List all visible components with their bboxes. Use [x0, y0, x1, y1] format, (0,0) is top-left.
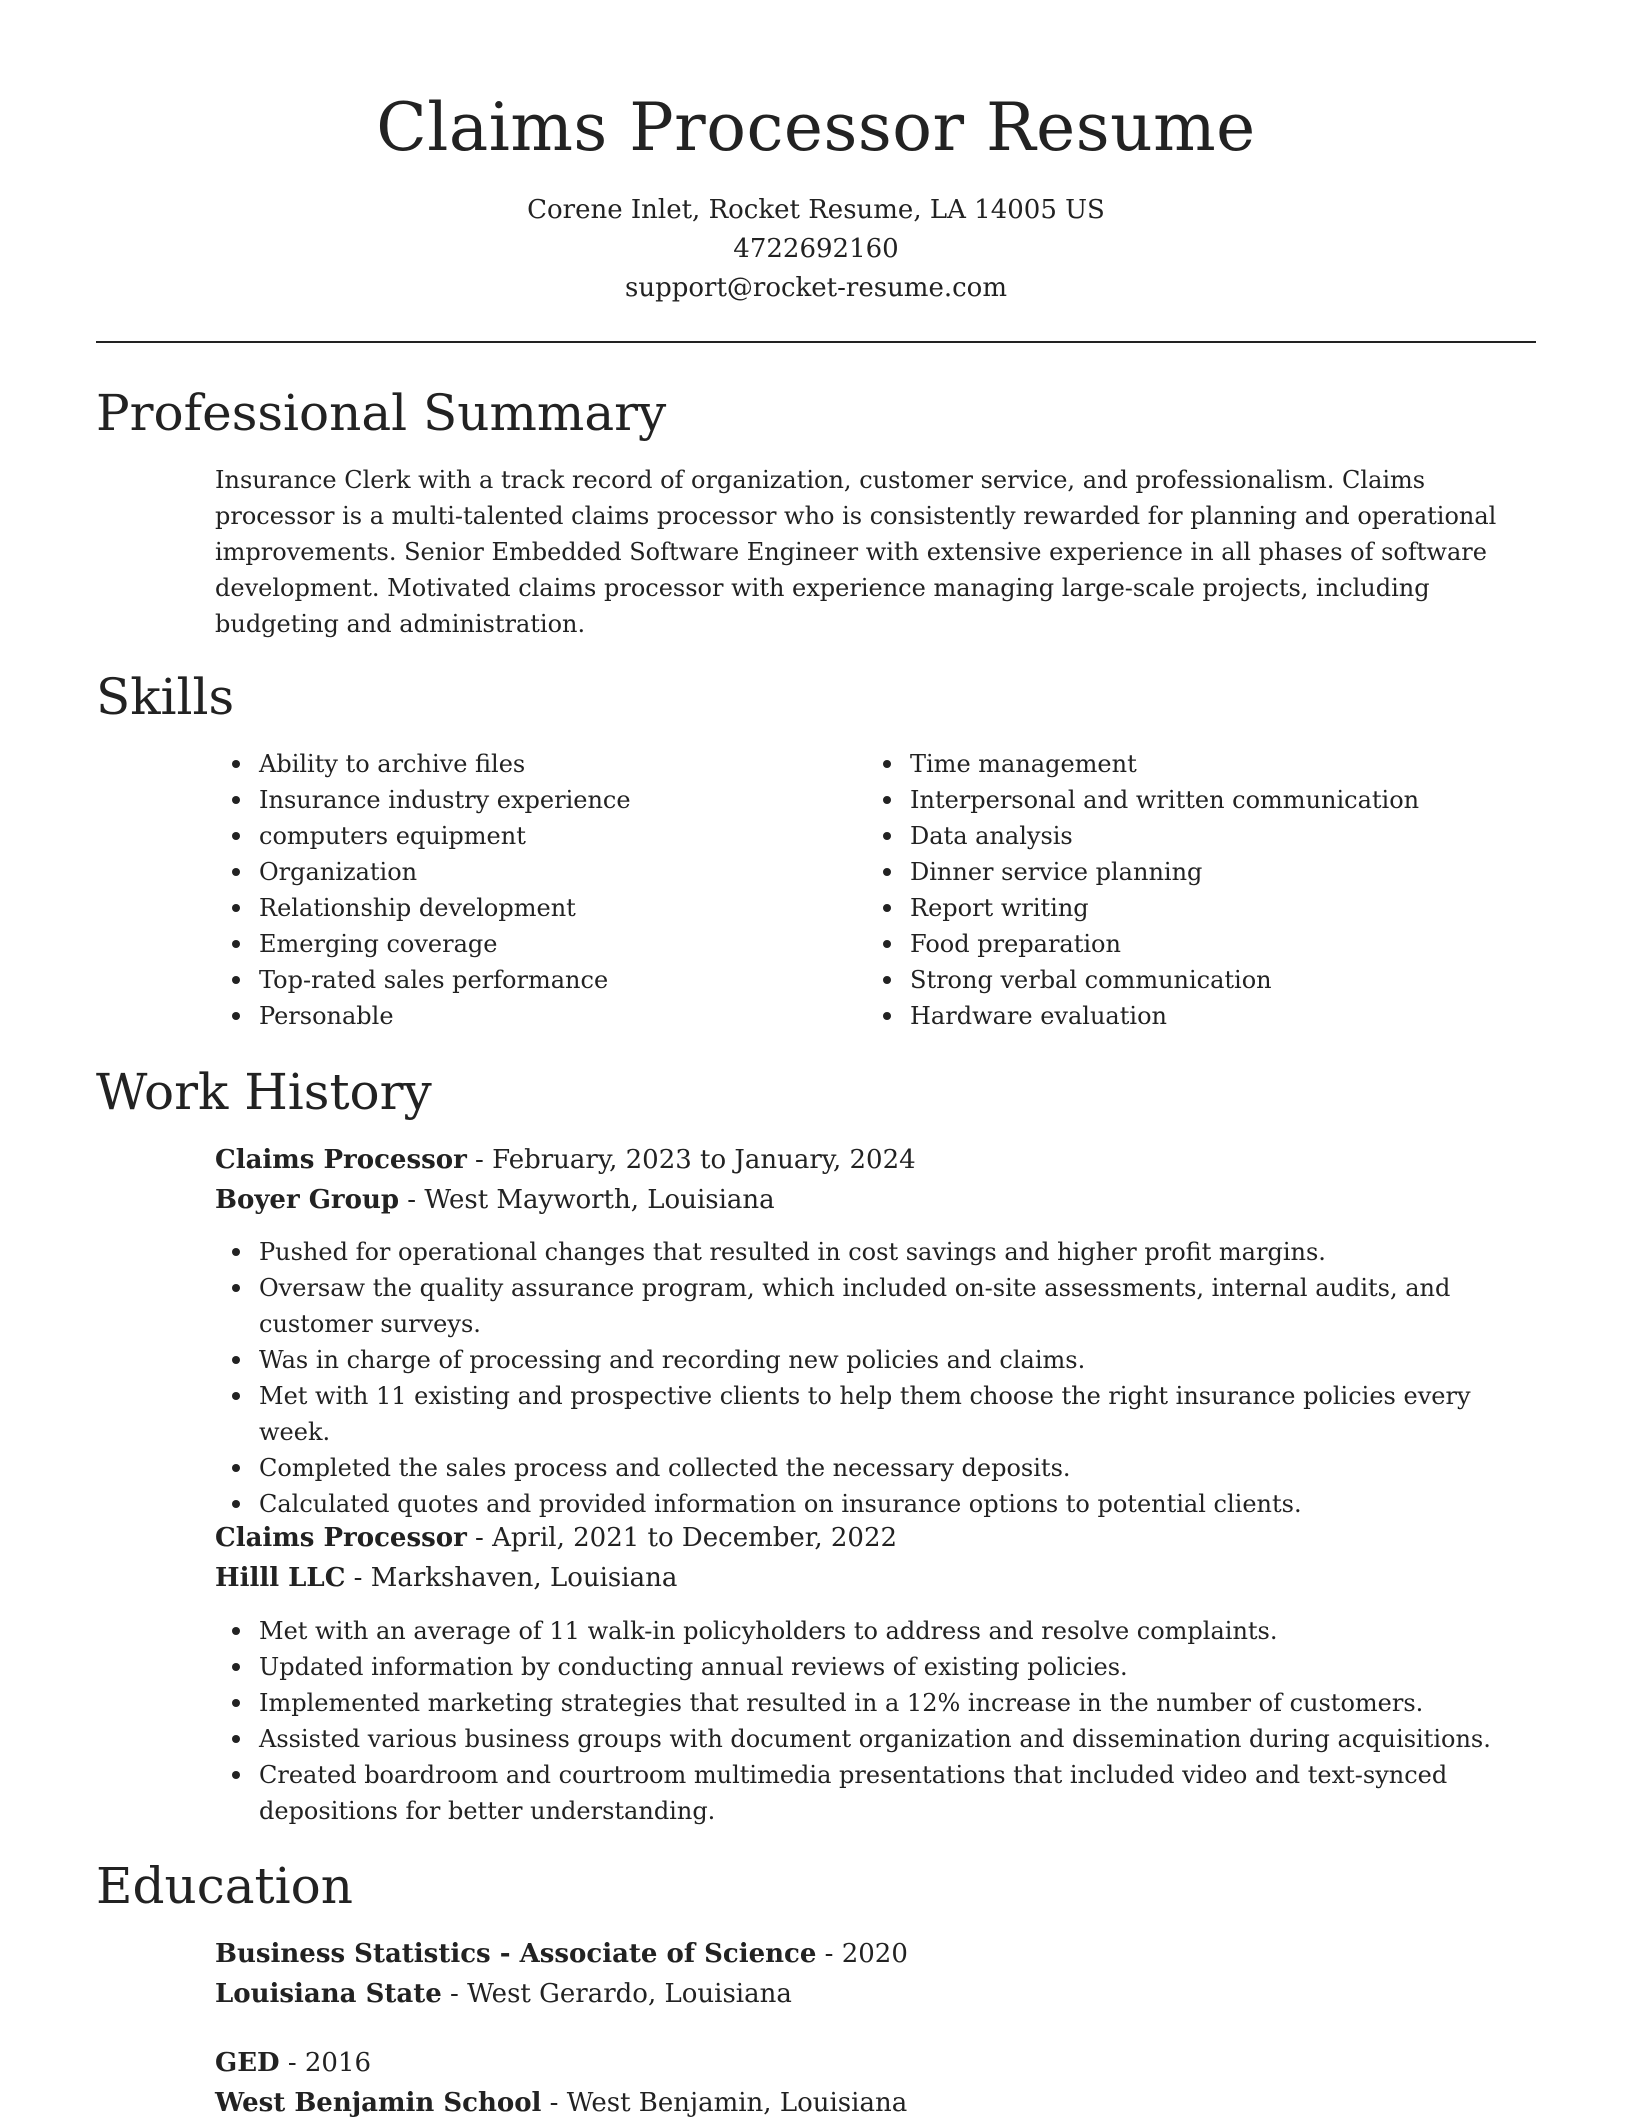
- job-location: - Markshaven, Louisiana: [345, 1563, 678, 1593]
- skill-item: Food preparation: [866, 926, 1526, 962]
- summary-heading: Professional Summary: [96, 384, 667, 442]
- skill-item: Emerging coverage: [215, 926, 855, 962]
- skills-list-left: [215, 746, 855, 1034]
- education-degree: Business Statistics - Associate of Science: [215, 1939, 817, 1969]
- skill-item: Hardware evaluation: [866, 998, 1526, 1034]
- education-degree-line: [215, 1934, 908, 1974]
- skill-item: Personable: [215, 998, 855, 1034]
- skill-item: Dinner service planning: [866, 854, 1526, 890]
- contact-address: Corene Inlet, Rocket Resume, LA 14005 US: [527, 195, 1105, 225]
- education-location: - West Gerardo, Louisiana: [441, 1979, 792, 2009]
- job-title-line: [215, 1518, 897, 1558]
- job-company: Boyer Group: [215, 1185, 400, 1215]
- skill-item: Organization: [215, 854, 855, 890]
- education-year: - 2016: [279, 2048, 372, 2078]
- duty-item: Met with 11 existing and prospective clients to help them choose the right insurance policies every week.: [215, 1378, 1536, 1450]
- duty-item: Completed the sales process and collected the necessary deposits.: [215, 1450, 1536, 1486]
- skill-item: Time management: [866, 746, 1526, 782]
- contact-phone: 4722692160: [733, 234, 899, 264]
- job-duties-list: [215, 1613, 1536, 1829]
- header-divider: [96, 341, 1536, 343]
- education-school-line: [215, 1974, 792, 2014]
- skill-item: Interpersonal and written communication: [866, 782, 1526, 818]
- education-degree: GED: [215, 2048, 280, 2078]
- job-dates: - February, 2023 to January, 2024: [466, 1145, 916, 1175]
- work-history-heading: Work History: [96, 1063, 432, 1121]
- job-location: - West Mayworth, Louisiana: [399, 1185, 775, 1215]
- summary-text: Insurance Clerk with a track record of organization, customer service, and professionalism. Claims processor is a multi-talented claims processor who is consistently rewarded for planning and operational improvements. Senior Embedded Software Engineer with extensive experience in all phases of software development. Motivated claims processor with experience managing large-scale projects, including budgeting and administration.: [215, 466, 1497, 638]
- contact-block: [96, 191, 1536, 308]
- education-school: Louisiana State: [215, 1979, 442, 2009]
- education-heading: Education: [96, 1857, 353, 1915]
- duty-item: Pushed for operational changes that resulted in cost savings and higher profit margins.: [215, 1234, 1536, 1270]
- skill-item: Report writing: [866, 890, 1526, 926]
- education-school-line: [215, 2083, 907, 2123]
- duty-item: Oversaw the quality assurance program, which included on-site assessments, internal audits, and customer surveys.: [215, 1270, 1536, 1342]
- skill-item: Data analysis: [866, 818, 1526, 854]
- job-title-line: [215, 1140, 916, 1180]
- skill-item: Strong verbal communication: [866, 962, 1526, 998]
- duty-item: Created boardroom and courtroom multimedia presentations that included video and text-synced depositions for better understanding.: [215, 1757, 1536, 1829]
- skills-heading: Skills: [96, 668, 235, 726]
- duty-item: Implemented marketing strategies that resulted in a 12% increase in the number of customers.: [215, 1685, 1536, 1721]
- skill-item: Top-rated sales performance: [215, 962, 855, 998]
- job-company-line: [215, 1180, 775, 1220]
- job-duties-list: [215, 1234, 1536, 1522]
- skill-item: computers equipment: [215, 818, 855, 854]
- job-dates: - April, 2021 to December, 2022: [466, 1523, 898, 1553]
- education-school: West Benjamin School: [215, 2088, 542, 2118]
- job-role: Claims Processor: [215, 1145, 467, 1175]
- education-year: - 2020: [816, 1939, 908, 1969]
- contact-email: support@rocket-resume.com: [624, 273, 1007, 303]
- job-company: Hilll LLC: [215, 1563, 346, 1593]
- resume-title: Claims Processor Resume: [376, 89, 1256, 166]
- education-degree-line: [215, 2043, 371, 2083]
- skill-item: Relationship development: [215, 890, 855, 926]
- skill-item: Ability to archive files: [215, 746, 855, 782]
- duty-item: Updated information by conducting annual reviews of existing policies.: [215, 1649, 1536, 1685]
- education-location: - West Benjamin, Louisiana: [541, 2088, 908, 2118]
- duty-item: Assisted various business groups with document organization and dissemination during acquisitions.: [215, 1721, 1536, 1757]
- duty-item: Calculated quotes and provided information on insurance options to potential clients.: [215, 1486, 1536, 1522]
- skills-list-right: [866, 746, 1526, 1034]
- job-role: Claims Processor: [215, 1523, 467, 1553]
- skill-item: Insurance industry experience: [215, 782, 855, 818]
- duty-item: Met with an average of 11 walk-in policyholders to address and resolve complaints.: [215, 1613, 1536, 1649]
- duty-item: Was in charge of processing and recording new policies and claims.: [215, 1342, 1536, 1378]
- job-company-line: [215, 1558, 677, 1598]
